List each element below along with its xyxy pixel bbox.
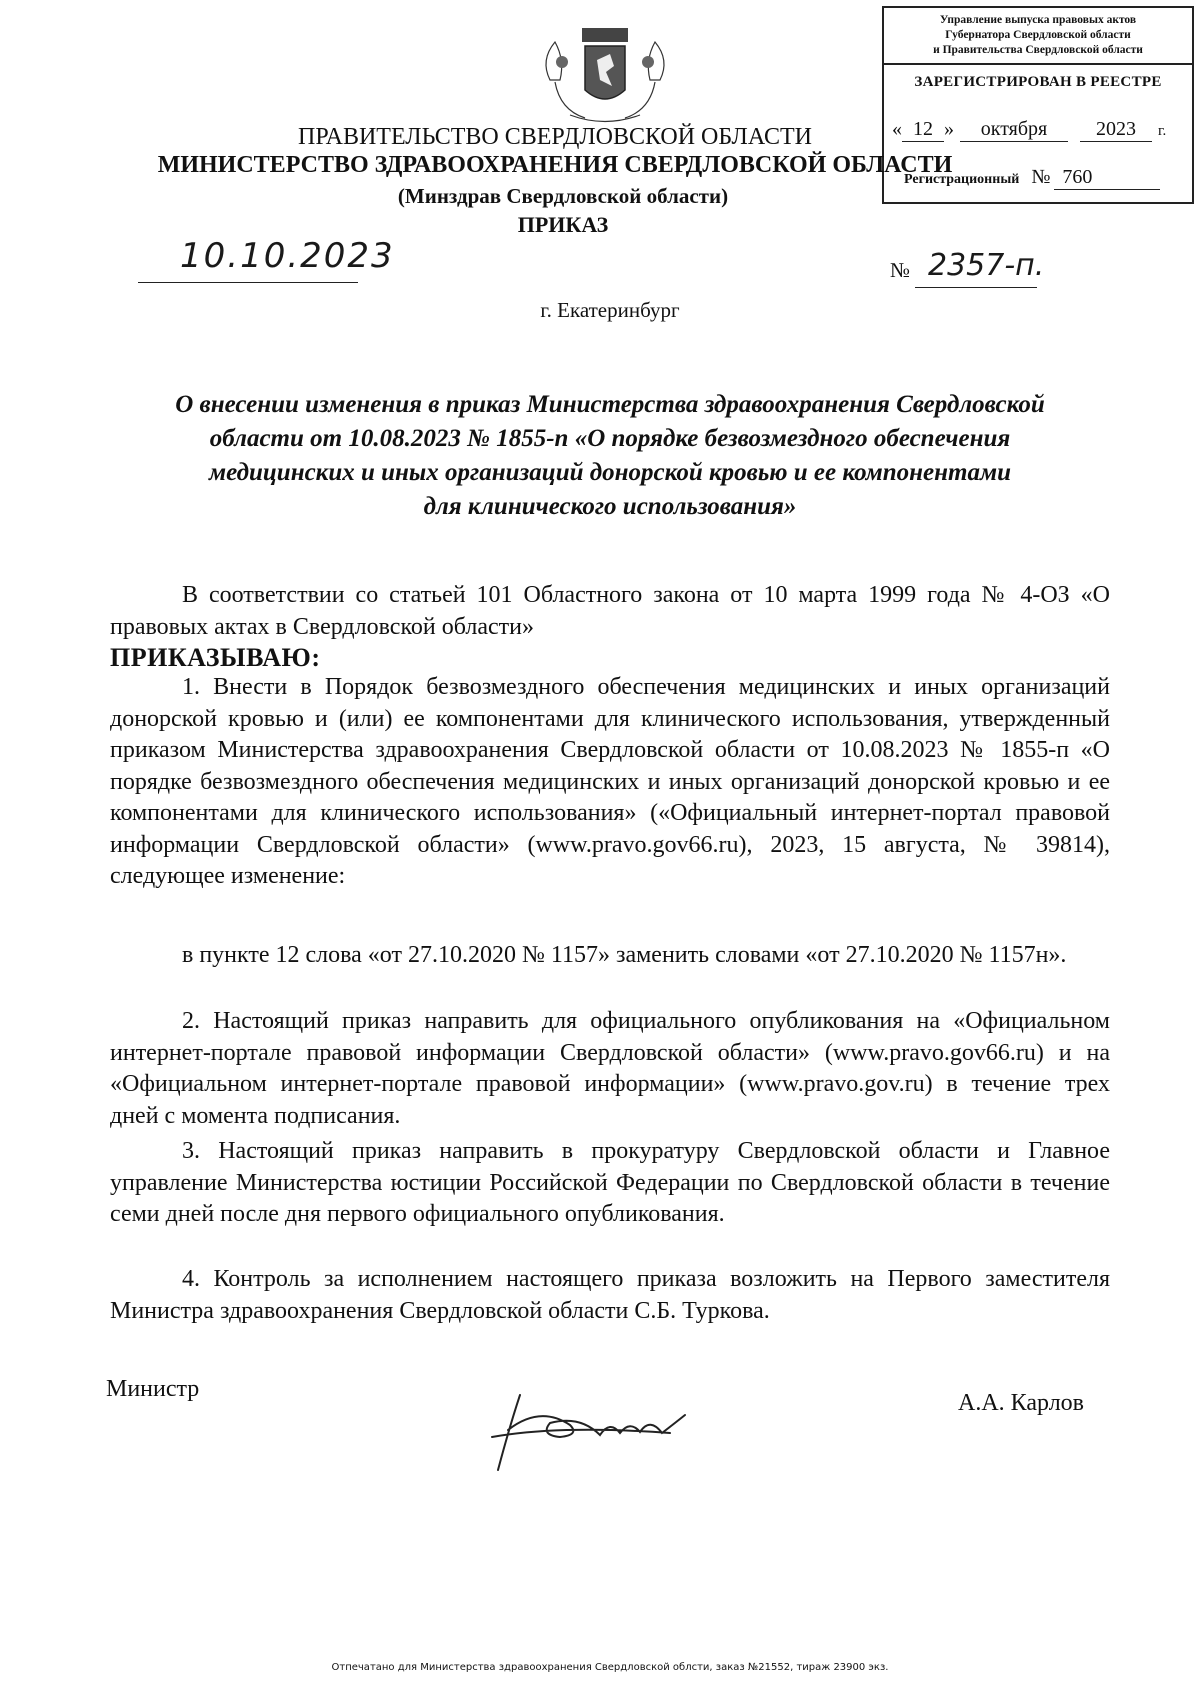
stamp-quote-open: «: [892, 118, 902, 140]
stamp-day: 12: [902, 118, 944, 142]
item-3: 3. Настоящий приказ направить в прокуратуру Свердловской области и Главное управление Министерства юстиции Российской Федерации по Свердловской области в течение семи дней после дня первого официального опубликования.: [110, 1138, 1110, 1227]
handwritten-signature: [480, 1375, 710, 1475]
ministry-name: МИНИСТЕРСТВО ЗДРАВООХРАНЕНИЯ СВЕРДЛОВСКОЙ ОБЛАСТИ: [157, 152, 953, 178]
government-name: ПРАВИТЕЛЬСТВО СВЕРДЛОВСКОЙ ОБЛАСТИ: [298, 124, 812, 150]
item-4: 4. Контроль за исполнением настоящего приказа возложить на Первого заместителя Министра здравоохранения Свердловской области С.Б. Туркова.: [110, 1266, 1110, 1324]
city: г. Екатеринбург: [540, 298, 680, 322]
signatory-position: Министр: [106, 1376, 200, 1402]
stamp-registered-label: ЗАРЕГИСТРИРОВАН В РЕЕСТРЕ: [914, 74, 1162, 90]
order-number: 2357-п.: [928, 248, 1045, 283]
date-underline: [138, 282, 358, 283]
order-number-sign: №: [890, 258, 911, 282]
ministry-short-name: (Минздрав Свердловской области): [397, 184, 729, 208]
order-date: 10.10.2023: [180, 236, 395, 276]
document-type: ПРИКАЗ: [517, 212, 609, 237]
stamp-line-3: и Правительства Свердловской области: [933, 44, 1143, 56]
stamp-reg-value: 760: [1054, 166, 1160, 190]
stamp-reg-sign: №: [1031, 166, 1051, 188]
stamp-month: октября: [960, 118, 1068, 142]
title-line: области от 10.08.2023 № 1855-п «О порядке безвозмездного обеспечения: [209, 425, 1011, 452]
stamp-year: 2023: [1080, 118, 1152, 142]
order-word: ПРИКАЗЫВАЮ:: [110, 643, 321, 672]
stamp-header: [884, 10, 1192, 65]
print-footer: Отпечатано для Министерства здравоохранения Свердловской облсти, заказ №21552, тираж 23900 экз.: [331, 1662, 889, 1673]
legal-basis: В соответствии со статьей 101 Областного закона от 10 марта 1999 года № 4-ОЗ «О правовых актах в Свердловской области»: [110, 582, 1110, 640]
stamp-line-1: Управление выпуска правовых актов: [939, 14, 1137, 26]
signatory-name: А.А. Карлов: [958, 1390, 1084, 1416]
stamp-year-suffix: г.: [1158, 123, 1167, 139]
title-line: медицинских и иных организаций донорской кровью и ее компонентами: [208, 459, 1011, 486]
stamp-reg-label: Регистрационный: [904, 172, 1020, 187]
item-1: 1. Внести в Порядок безвозмездного обеспечения медицинских и иных организаций донорской кровью и (или) ее компонентами для клинического использования, утвержденный приказом Министерства здравоохранения Свердловской области от 10.08.2023 № 1855-п «О порядке безвозмездного обеспечения медицинских и иных организаций донорской кровью и ее компонентами для клинического использования» («Официальный интернет-портал правовой информации Свердловской области» (www.pravo.gov66.ru), 2023, 15 августа, № 39814), следующее изменение:: [110, 674, 1110, 889]
stamp-quote-close: »: [944, 118, 954, 140]
document-title: [110, 388, 1110, 524]
title-line: О внесении изменения в приказ Министерства здравоохранения Свердловской: [175, 391, 1045, 418]
item-2: 2. Настоящий приказ направить для официального опубликования на «Официальном интернет-портале правовой информации Свердловской области» (www.pravo.gov66.ru) и на «Официальном интернет-портале правовой информации» (www.pravo.gov.ru) в течение трех дней с момента подписания.: [110, 1008, 1110, 1129]
title-line: для клинического использования»: [423, 493, 797, 520]
coat-of-arms-emblem: [530, 20, 680, 126]
item-1-change: в пункте 12 слова «от 27.10.2020 № 1157» заменить словами «от 27.10.2020 № 1157н».: [182, 942, 1067, 968]
number-underline: [915, 287, 1037, 288]
stamp-line-2: Губернатора Свердловской области: [945, 29, 1131, 41]
